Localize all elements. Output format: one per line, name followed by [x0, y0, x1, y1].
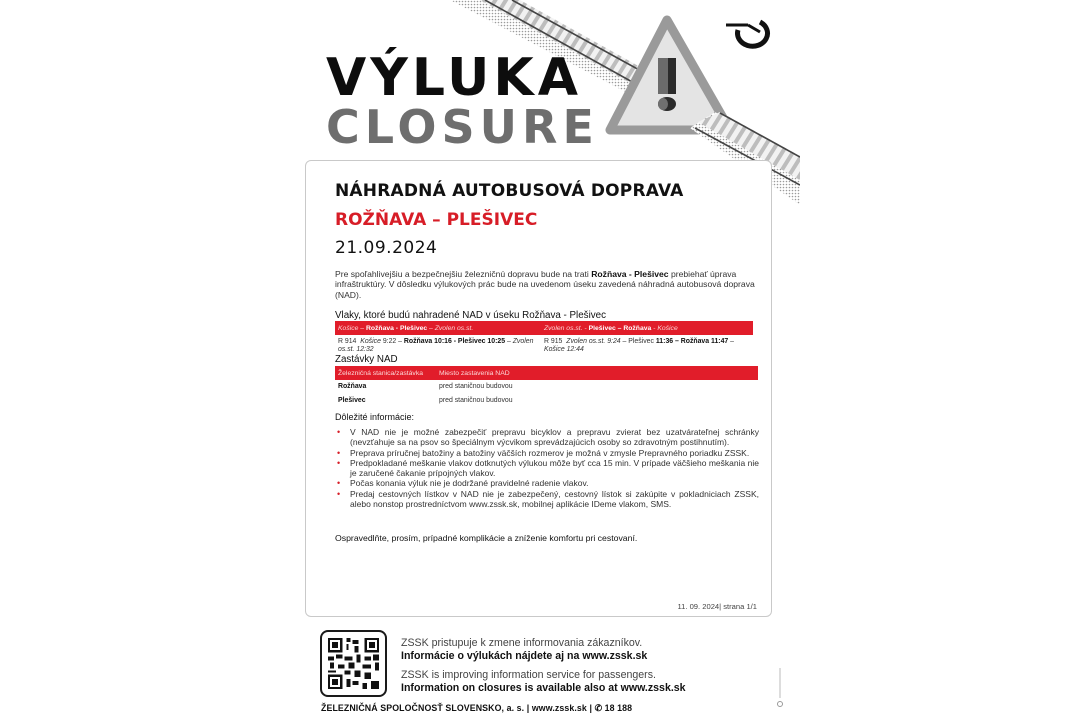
list-item: • Preprava príručnej batožiny a batožiny väčších rozmerov je možná v zmysle Prepravného poriadku ZSSK. — [337, 447, 750, 458]
info-en-line2: Information on closures is available also at www.zssk.sk — [401, 682, 686, 694]
intro-route: Rožňava - Plešivec — [591, 269, 669, 279]
table-row — [335, 394, 758, 408]
notice-card — [305, 160, 772, 617]
bullet-icon: • — [337, 457, 341, 468]
intro-text-2: prebiehať úprava infraštruktúry. V dôsledku výlukových prác bude na uvedenom úseku zavedená náhradná autobusová doprava (NAD). — [335, 269, 755, 300]
stops-section-title: Zastávky NAD — [335, 354, 398, 365]
route-title: ROŽŇAVA – PLEŠIVEC — [335, 210, 538, 230]
column-stop-location: Miesto zastavenia NAD — [439, 369, 510, 377]
footer-info — [320, 630, 760, 698]
column-station: Železničná stanica/zastávka — [338, 369, 424, 377]
closure-date: 21.09.2024 — [335, 238, 438, 258]
list-item: • Počas konania výluk nie je dodržané pravidelné radenie vlakov. — [337, 478, 589, 489]
station-name: Rožňava — [338, 383, 367, 391]
zssk-logo — [724, 18, 774, 52]
list-item: • V NAD nie je možné zabezpečiť prepravu bicyklov a prepravu zvierat bez uzatvárateľnej schránky (nevzťahuje sa na psov so špeciálnym výcvikom sprevádzajúcich osoby so zdravotným postihnutím). — [337, 427, 759, 448]
apology-text: Ospravedlňte, prosím, prípadné komplikácie a zníženie komfortu pri cestovaní. — [335, 533, 638, 543]
stops-table-header — [335, 366, 758, 380]
title-slovak: VÝLUKA — [326, 48, 582, 108]
page-footer: 11. 09. 2024| strana 1/1 — [677, 602, 757, 611]
important-info-title: Dôležité informácie: — [335, 412, 415, 422]
table-row — [335, 380, 758, 394]
important-info-list — [335, 427, 759, 509]
info-en-line1: ZSSK is improving information service for passengers. — [401, 669, 656, 681]
trains-section-title: Vlaky, ktoré budú nahradené NAD v úseku Rožňava - Plešivec — [335, 310, 607, 321]
bullet-icon: • — [337, 478, 341, 489]
replaced-trains-table — [335, 321, 753, 354]
info-sk-line1: ZSSK pristupuje k zmene informovania zákazníkov. — [401, 637, 643, 649]
stop-location: pred staničnou budovou — [439, 383, 513, 391]
train-r915: R 915 Zvolen os.st. 9:24 – Plešivec 11:36 – Rožňava 11:47 – Košice 12:44 — [544, 338, 735, 353]
intro-paragraph — [335, 269, 755, 300]
info-sk-line2: Informácie o výlukách nájdete aj na www.zssk.sk — [401, 650, 648, 662]
vertical-credit-icon — [777, 668, 783, 708]
table-row — [335, 338, 753, 354]
bullet-icon: • — [337, 488, 341, 499]
notice-heading: NÁHRADNÁ AUTOBUSOVÁ DOPRAVA — [335, 181, 684, 201]
nad-stops-table — [335, 366, 758, 407]
list-item: • Predpokladané meškanie vlakov dotknutých výlukou môže byť cca 15 min. V prípade väčšieho meškania nie je zaručené čakanie prípojných vlakov. — [337, 457, 759, 479]
hero-title — [326, 48, 599, 154]
direction-header-1: Košice – Rožňava - Plešivec – Zvolen os.st. — [338, 324, 474, 332]
qr-code-icon[interactable] — [320, 630, 387, 697]
list-item: • Predaj cestovných lístkov v NAD nie je zabezpečený, cestovný lístok si zakúpite v pokladniciach ZSSK, alebo nonstop prostredníctvom www.zssk.sk, mobilnej aplikácie IDeme vlakom, SMS. — [337, 488, 759, 510]
intro-text: Pre spoľahlivejšiu a bezpečnejšiu železničnú dopravu bude na trati — [335, 269, 592, 279]
stop-location: pred staničnou budovou — [439, 396, 513, 404]
notice-header — [335, 181, 684, 258]
bullet-icon: • — [337, 427, 341, 437]
train-r914: R 914 Košice 9:22 – Rožňava 10:16 - Plešivec 10:25 – Zvolen os.st. 12:32 — [338, 338, 534, 353]
title-english: CLOSURE — [326, 100, 599, 154]
company-line: ŽELEZNIČNÁ SPOLOČNOSŤ SLOVENSKO, a. s. | www.zssk.sk | ✆ 18 188 — [321, 703, 633, 713]
trains-table-header — [335, 321, 753, 335]
station-name: Plešivec — [338, 396, 366, 404]
bullet-icon: • — [337, 447, 341, 458]
direction-header-2: Zvolen os.st. - Plešivec – Rožňava - Košice — [544, 324, 678, 332]
